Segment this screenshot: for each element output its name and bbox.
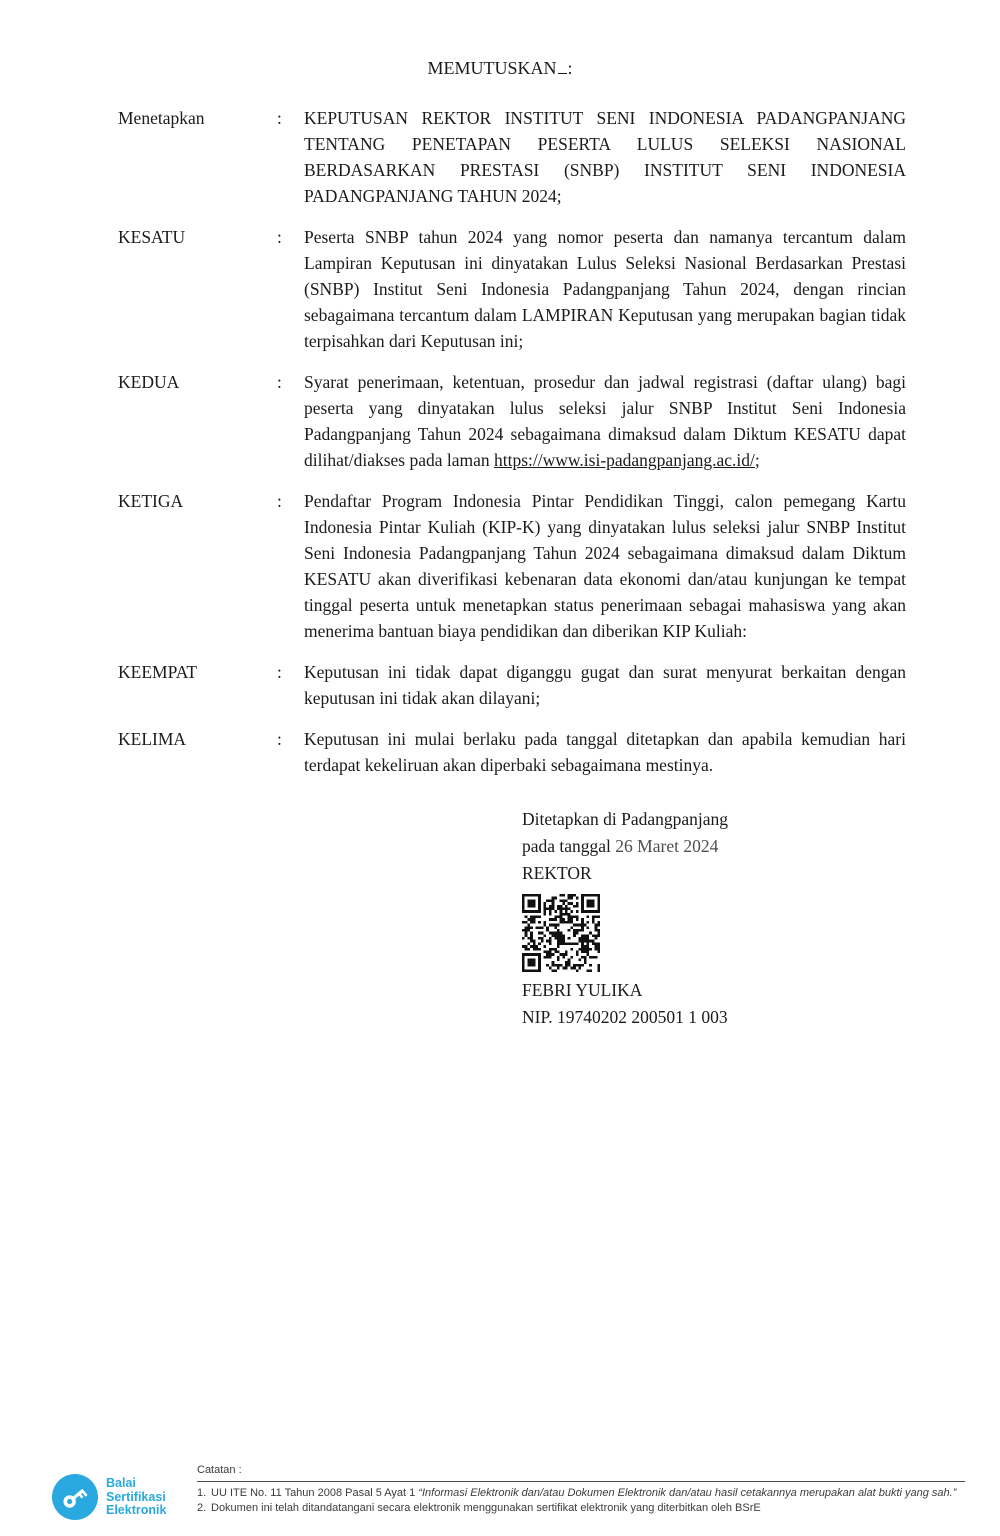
registration-link[interactable]: https://www.isi-padangpanjang.ac.id/ xyxy=(494,450,755,470)
decree-body xyxy=(118,105,906,793)
decree-label: KETIGA xyxy=(118,491,184,511)
decree-text: Pendaftar Program Indonesia Pintar Pendidikan Tinggi, calon pemegang Kartu Indonesia Pintar Kuliah (KIP-K) yang dinyatakan lulus seleksi jalur SNBP Institut Seni Indonesia Padangpanjang Tahun 2024 sebagaimana dimaksud dalam Diktum KESATU akan diverifikasi kebenaran data ekonomi dan/atau kunjungan ke tempat tinggal peserta untuk menetapkan status penerimaan sebagai mahasiswa yang akan menerima bantuan biaya pendidikan dan diberikan KIP Kuliah: xyxy=(304,491,906,641)
decree-text: Peserta SNBP tahun 2024 yang nomor peserta dan namanya tercantum dalam Lampiran Keputusan ini dinyatakan Lulus Seleksi Nasional Berdasarkan Prestasi (SNBP) Institut Seni Indonesia Padangpanjang Tahun 2024, dengan rincian sebagaimana tercantum dalam LAMPIRAN Keputusan yang merupakan bagian tidak terpisahkan dari Keputusan ini; xyxy=(304,227,906,351)
decree-text: KEPUTUSAN REKTOR INSTITUT SENI INDONESIA PADANGPANJANG TENTANG PENETAPAN PESERTA LULUS SELEKSI NASIONAL BERDASARKAN PRESTASI (SNBP) INSTITUT SENI INDONESIA PADANGPANJANG TAHUN 2024; xyxy=(304,108,906,206)
decree-label: Menetapkan xyxy=(118,108,205,128)
underline-space xyxy=(558,60,567,74)
decree-item-menetapkan xyxy=(118,105,906,209)
decree-item-kelima xyxy=(118,726,906,778)
decree-colon: : xyxy=(277,108,282,128)
decree-text-segment: ; xyxy=(754,450,760,470)
bsre-logo-text xyxy=(106,1474,166,1518)
signer-name: FEBRI YULIKA xyxy=(522,980,643,1000)
decree-colon: : xyxy=(277,729,282,749)
note-text xyxy=(211,1501,761,1516)
footer-notes xyxy=(197,1463,965,1516)
decree-label: KEEMPAT xyxy=(118,662,198,682)
catatan-label: Catatan : xyxy=(197,1464,242,1476)
signature-place: Ditetapkan di Padangpanjang xyxy=(522,809,729,829)
note-text-italic: “Informasi Elektronik dan/atau Dokumen Elektronik dan/atau hasil cetakannya merupakan alat bukti yang sah.” xyxy=(418,1487,957,1499)
footer-note-1 xyxy=(197,1486,965,1501)
footer-note-2 xyxy=(197,1501,965,1516)
signature-date-prefix: pada tanggal xyxy=(522,836,616,856)
decree-colon: : xyxy=(277,491,282,511)
bsre-logo xyxy=(52,1474,166,1520)
decree-text: Keputusan ini tidak dapat diganggu gugat dan surat menyurat berkaitan dengan keputusan ini tidak akan dilayani; xyxy=(304,662,906,708)
note-number: 2. xyxy=(197,1502,207,1514)
signer-nip: NIP. 19740202 200501 1 003 xyxy=(522,1007,728,1027)
bsre-logo-line: Sertifikasi xyxy=(106,1489,166,1504)
decree-colon: : xyxy=(277,372,282,392)
note-text-plain: Dokumen ini telah ditandatangani secara elektronik menggunakan sertifikat elektronik yang diterbitkan oleh BSrE xyxy=(211,1502,761,1514)
decree-item-keempat xyxy=(118,659,906,711)
decree-item-kedua xyxy=(118,369,906,473)
page-title-colon: : xyxy=(567,58,573,78)
decree-item-kesatu xyxy=(118,224,906,354)
signer-title: REKTOR xyxy=(522,863,592,883)
note-text xyxy=(211,1486,956,1501)
decree-text-segment: Syarat penerimaan, ketentuan, prosedur dan jadwal registrasi (daftar ulang) bagi peserta yang dinyatakan lulus seleksi jalur SNBP Institut Seni Indonesia Padangpanjang Tahun 2024 sebagaimana dimaksud dalam Diktum KESATU dapat dilihat/diakses pada laman xyxy=(304,372,906,470)
decree-text: Keputusan ini mulai berlaku pada tanggal ditetapkan dan apabila kemudian hari terdapat kekeliruan akan diperbaki sebagaimana mestinya. xyxy=(304,729,906,775)
signature-block xyxy=(522,806,728,1031)
decree-item-ketiga xyxy=(118,488,906,644)
qr-code-icon xyxy=(522,894,600,972)
page-title-text: MEMUTUSKAN xyxy=(427,58,557,78)
bsre-logo-line: Elektronik xyxy=(106,1503,167,1517)
decree-text xyxy=(304,369,906,473)
signature-date-line xyxy=(522,833,728,860)
footer-divider xyxy=(197,1481,965,1482)
note-text-plain: UU ITE No. 11 Tahun 2008 Pasal 5 Ayat 1 xyxy=(211,1487,419,1499)
page-title xyxy=(0,58,1000,79)
decree-label: KEDUA xyxy=(118,372,180,392)
bsre-logo-line: Balai xyxy=(106,1476,136,1490)
note-number: 1. xyxy=(197,1487,207,1499)
decree-colon: : xyxy=(277,662,282,682)
decree-colon: : xyxy=(277,227,282,247)
bsre-key-icon xyxy=(52,1474,98,1520)
signature-date: 26 Maret 2024 xyxy=(615,836,719,856)
decree-label: KESATU xyxy=(118,227,186,247)
decree-label: KELIMA xyxy=(118,729,187,749)
